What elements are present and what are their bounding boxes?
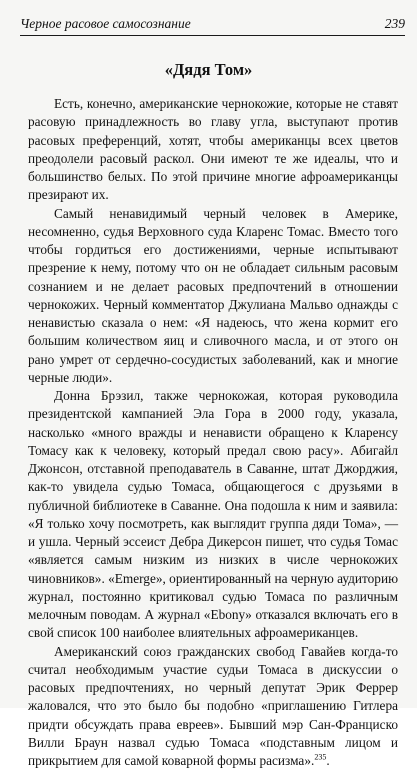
running-head bbox=[20, 13, 405, 36]
paragraph: Есть, конечно, американские чернокожие, которые не ставят расовую принадлежность во главу угла, выступают против расовых преференций, хотят, чтобы американцы всех цветов преодолели расовый раскол. Они имеют те же идеалы, что и большинство белых. По этой причине многие афроамериканцы презирают их. bbox=[28, 95, 398, 205]
body-text bbox=[28, 95, 398, 770]
footnote-reference: 235 bbox=[314, 753, 326, 762]
paragraph: Американский союз гражданских свобод Гавайев когда-то считал необходимым участие судьи Томаса в дискуссии о расовых предпочтениях, но черный депутат Эрик Феррер жаловался, что это было бы подобно «приглашению Гитлера придти обсуждать права евреев». Бывший мэр Сан-Франциско Вилли Браун назвал судью Томаса «подставным лицом и прикрытием для самой коварной формы расизма».$^{235}$. bbox=[28, 643, 398, 770]
running-title: Черное расовое самосознание bbox=[20, 13, 191, 35]
chapter-title: «Дядя Том» bbox=[0, 60, 417, 80]
page-number: 239 bbox=[385, 13, 405, 35]
paragraph-text: Американский союз гражданских свобод Гавайев когда-то считал необходимым участие судьи Томаса в дискуссии о расовых предпочтениях, но черный депутат Эрик Феррер жаловался, что это было бы подобно «приглашению Гитлера придти обсуждать права евреев». Бывший мэр Сан-Франциско Вилли Браун назвал судью Томаса «подставным лицом и прикрытием для самой коварной формы расизма». bbox=[28, 644, 398, 769]
paragraph: Самый ненавидимый черный человек в Америке, несомненно, судья Верховного суда Кларенс Томас. Вместо того чтобы гордиться его достижениями, черные испытывают презрение к нему, потому что он не обладает сильным расовым сознанием и не делает расовых предпочтений в отношении чернокожих. Черный комментатор Джулиана Мальво однажды с ненавистью сказала о нем: «Я надеюсь, что жена кормит его большим количеством яиц и сливочного масла, и от этого он рано умрет от сердечно-сосудистых заболеваний, как и многие черные люди». bbox=[28, 205, 398, 388]
paragraph: Донна Брэзил, также чернокожая, которая руководила президентской кампанией Эла Гора в 2000 году, указала, насколько «много вражды и ненависти обращено к Кларенсу Томасу как к человеку, который предал свою расу». Абигайл Джонсон, отставной преподаватель в Саванне, штат Джорджия, как-то увидела судью Томаса, общающегося с друзьями в публичной библиотеке в Саванне. Она подошла к ним и заявила: «Я только хочу посмотреть, как выглядит группа дяди Тома», — и ушла. Черный эссеист Дебра Дикерсон пишет, что судья Томас «является самым низким из низких в числе чернокожих чиновников». «Emerge», ориентированный на черную аудиторию журнал, постоянно критиковал судью Томаса по различным мелочным поводам. А журнал «Ebony» отказался включать его в свой список 100 наиболее влиятельных афроамериканцев. bbox=[28, 387, 398, 643]
